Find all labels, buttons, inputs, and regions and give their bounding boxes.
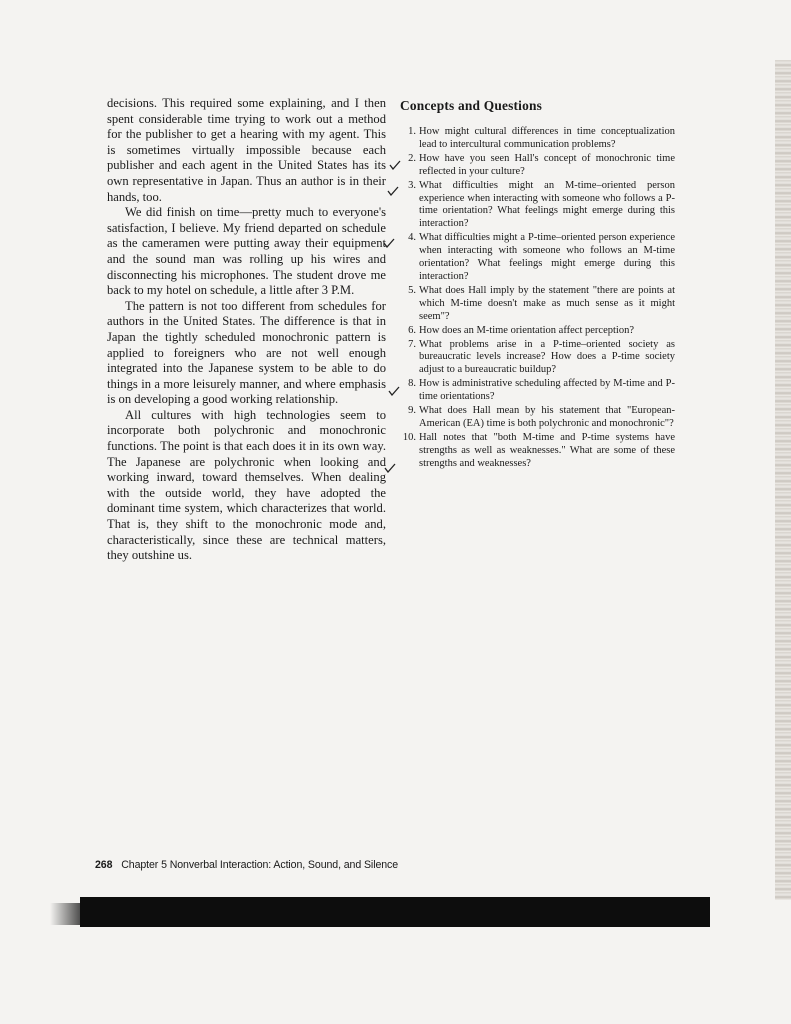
handwritten-check-icon — [388, 386, 399, 396]
questions-heading: Concepts and Questions — [400, 98, 543, 113]
question-item — [400, 325, 675, 338]
question-text: How have you seen Hall's concept of monochronic time reflected in your culture? — [419, 152, 675, 177]
question-item — [400, 153, 675, 179]
question-item — [400, 180, 675, 232]
questions-list — [400, 126, 675, 471]
question-number: 10. — [402, 431, 416, 443]
question-number: 6. — [408, 324, 416, 336]
page-number: 268 — [95, 859, 113, 871]
body-paragraph-3: The pattern is not too different from schedules for authors in the United States. The difference is that in Japan the tightly scheduled monochronic pattern is applied to foreigners who are not well enough integrated into the Japanese system to be able to do things in a more leisurely manner, and where emphasis is on developing a good working relationship. — [107, 298, 386, 407]
questions-column — [400, 98, 675, 472]
question-item — [400, 405, 675, 431]
body-paragraph-2: We did finish on time—pretty much to everyone's satisfaction, I believe. My friend departed on schedule as the cameramen were putting away their equipment and the sound man was rolling up his wires and disconnecting his microphones. The student drove me back to my hotel on schedule, a little after 3 P.M. — [107, 205, 386, 298]
question-item — [400, 339, 675, 378]
scan-shadow-bar — [80, 897, 710, 927]
question-text: Hall notes that "both M-time and P-time systems have strengths as well as weaknesses." What are some of these strengths and weaknesses? — [419, 431, 675, 469]
question-item — [400, 126, 675, 152]
question-text: How does an M-time orientation affect perception? — [419, 324, 634, 336]
question-number: 2. — [408, 152, 416, 164]
question-text: What does Hall mean by his statement that "European-American (EA) time is both polychronic and monochronic"? — [419, 405, 675, 429]
question-number: 8. — [408, 378, 416, 390]
page-footer — [95, 859, 398, 871]
handwritten-check-icon — [387, 186, 398, 196]
body-text-column — [107, 96, 386, 564]
question-text: What difficulties might a P-time–oriented person experience when interacting with someone who follows an M-time orientation? What feelings might emerge during this interaction? — [419, 232, 675, 282]
scan-page-edge — [775, 60, 791, 900]
handwritten-check-icon — [384, 463, 395, 473]
question-number: 1. — [408, 126, 416, 137]
question-item — [400, 232, 675, 284]
question-item — [400, 432, 675, 471]
question-number: 7. — [408, 338, 416, 350]
question-text: What problems arise in a P-time–oriented society as bureaucratic levels increase? How does a P-time society adjust to a bureaucratic buildup? — [419, 338, 675, 376]
question-text: What difficulties might an M-time–oriented person experience when interacting with someone who follows a P-time orientation? What feelings might emerge during this interaction? — [419, 179, 675, 230]
question-text: How is administrative scheduling affected by M-time and P-time orientations? — [419, 378, 675, 403]
question-number: 9. — [408, 405, 416, 417]
handwritten-check-icon — [383, 238, 394, 248]
question-number: 4. — [408, 232, 416, 244]
question-number: 5. — [408, 284, 416, 296]
question-item — [400, 378, 675, 404]
body-paragraph-1: decisions. This required some explaining, and I then spent considerable time trying to work out a method for the publisher to get a hearing with my agent. This is sometimes virtually impossible because each publisher and each agent in the United States has its own representative in Japan. Thus an author is in their hands, too. — [107, 96, 386, 204]
question-number: 3. — [408, 179, 416, 191]
handwritten-check-icon — [389, 160, 400, 170]
question-text: How might cultural differences in time conceptualization lead to intercultural communication problems? — [419, 126, 675, 150]
chapter-title: Chapter 5 Nonverbal Interaction: Action, Sound, and Silence — [121, 859, 399, 871]
question-item — [400, 285, 675, 324]
body-paragraph-4: All cultures with high technologies seem to incorporate both polychronic and monochronic functions. The point is that each does it in its own way. The Japanese are polychronic when looking and working inward, toward themselves. When dealing with the outside world, they have adopted the dominant time system, which characterizes that world. That is, they shift to the monochronic mode and, characteristically, since these are technical matters, they outshine us. — [107, 407, 386, 563]
question-text: What does Hall imply by the statement "there are points at which M-time doesn't make as much sense as it might seem"? — [419, 284, 675, 322]
